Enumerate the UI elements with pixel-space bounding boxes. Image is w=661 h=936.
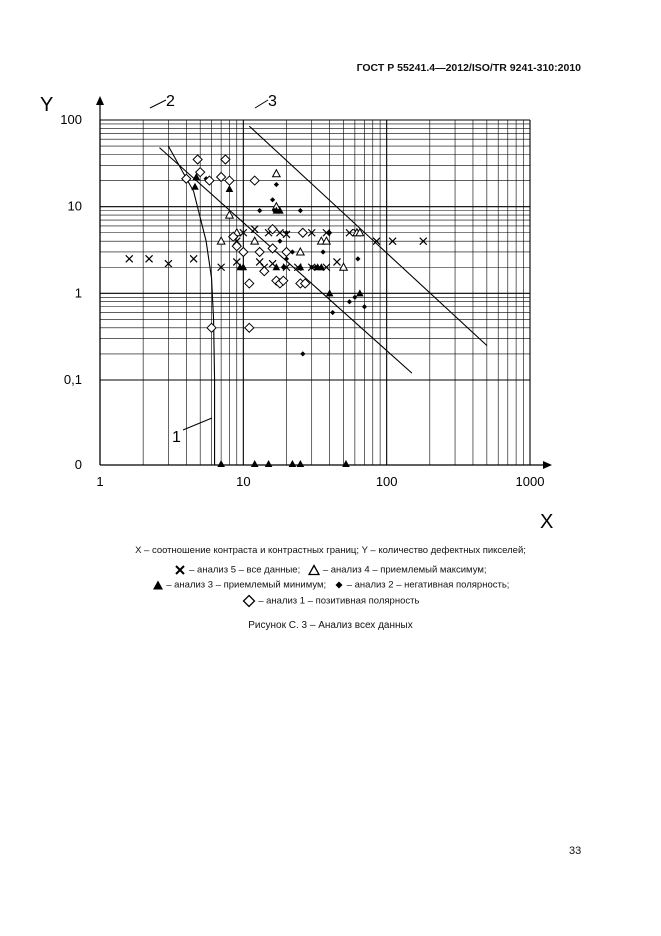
marker-diamond-open (239, 247, 248, 256)
marker-diamond-open (245, 323, 254, 332)
x-tick-label: 100 (375, 474, 398, 489)
standard-header: ГОСТ Р 55241.4—2012/ISO/TR 9241-310:2010 (356, 62, 581, 74)
figure-caption: Рисунок С. 3 – Анализ всех данных (248, 620, 413, 631)
marker-diamond-open (260, 267, 269, 276)
x-marker-icon (174, 564, 186, 576)
curve-label-leader (150, 100, 166, 108)
legend-row-3 (0, 594, 661, 608)
triangle-open-icon (308, 564, 320, 576)
curve-label-3: 3 (268, 93, 277, 110)
marker-dot (298, 208, 303, 213)
marker-dot (320, 249, 325, 254)
axes-caption: X – соотношение контраста и контрастных границ; Y – количество дефектных пикселей; (135, 545, 526, 556)
marker-triangle-open (340, 263, 348, 270)
marker-diamond-open (221, 155, 230, 164)
marker-diamond-open (245, 279, 254, 288)
legend-analysis-4: – анализ 4 – приемлемый максимум; (322, 564, 487, 576)
marker-dot (347, 299, 352, 304)
marker-diamond-open (207, 323, 216, 332)
marker-diamond-open (298, 228, 307, 237)
marker-triangle-filled (226, 185, 234, 192)
legend-analysis-3: – анализ 3 – приемлемый минимум; (166, 579, 327, 591)
legend-row-2 (0, 579, 661, 591)
marker-diamond-open (232, 242, 241, 251)
marker-x (126, 255, 133, 262)
y-tick-label: 0,1 (63, 372, 82, 387)
curve-label-2: 2 (166, 93, 175, 110)
marker-dot (270, 197, 275, 202)
marker-diamond-open (255, 247, 264, 256)
marker-dot (284, 230, 289, 235)
marker-x (190, 255, 197, 262)
y-axis-label: Y (40, 94, 54, 116)
x-axis-label: X (540, 511, 554, 533)
marker-diamond-open (217, 172, 226, 181)
marker-x (146, 255, 153, 262)
marker-triangle-open (273, 170, 281, 177)
y-axis-arrow-icon (96, 96, 104, 105)
dot-marker-icon (334, 580, 344, 590)
marker-diamond-open (182, 174, 191, 183)
legend-analysis-2: – анализ 2 – негативная полярность; (346, 579, 510, 591)
marker-dot (355, 256, 360, 261)
marker-x (251, 226, 258, 233)
page-number: 33 (569, 845, 582, 857)
marker-triangle-open (251, 237, 259, 244)
marker-diamond-open (225, 176, 234, 185)
x-tick-label: 10 (236, 474, 251, 489)
marker-x (333, 258, 340, 265)
curve-1 (168, 146, 214, 465)
marker-diamond-open (282, 247, 291, 256)
marker-dot (300, 351, 305, 356)
marker-triangle-filled (289, 460, 297, 467)
y-tick-label: 10 (67, 198, 82, 214)
curve-label-leader (255, 100, 268, 108)
chart-marks (126, 155, 427, 467)
legend-row-1 (0, 564, 661, 576)
x-axis-arrow-icon (543, 461, 552, 469)
marker-triangle-open (217, 237, 225, 244)
marker-dot (362, 304, 367, 309)
marker-triangle-filled (265, 460, 273, 467)
y-tick-label: 1 (74, 285, 82, 301)
x-tick-label: 1000 (515, 474, 545, 489)
legend-analysis-5: – анализ 5 – все данные; (189, 564, 301, 576)
curve-label-leader (183, 418, 212, 430)
marker-diamond-open (250, 176, 259, 185)
marker-triangle-filled (191, 183, 199, 190)
marker-dot (274, 182, 279, 187)
marker-diamond-open (193, 155, 202, 164)
y-tick-label: 100 (60, 112, 82, 127)
triangle-filled-icon (152, 579, 164, 591)
diamond-open-icon (242, 594, 256, 608)
marker-triangle-filled (217, 460, 225, 467)
curve-label-1: 1 (172, 429, 181, 446)
marker-triangle-filled (251, 460, 259, 467)
legend-analysis-1: – анализ 1 – позитивная полярность (258, 595, 420, 607)
x-tick-label: 1 (96, 474, 104, 489)
marker-dot (257, 208, 262, 213)
marker-dot (277, 239, 282, 244)
marker-dot (330, 310, 335, 315)
marker-triangle-filled (297, 460, 305, 467)
y-tick-label: 0 (74, 457, 82, 472)
marker-triangle-open (297, 248, 305, 255)
